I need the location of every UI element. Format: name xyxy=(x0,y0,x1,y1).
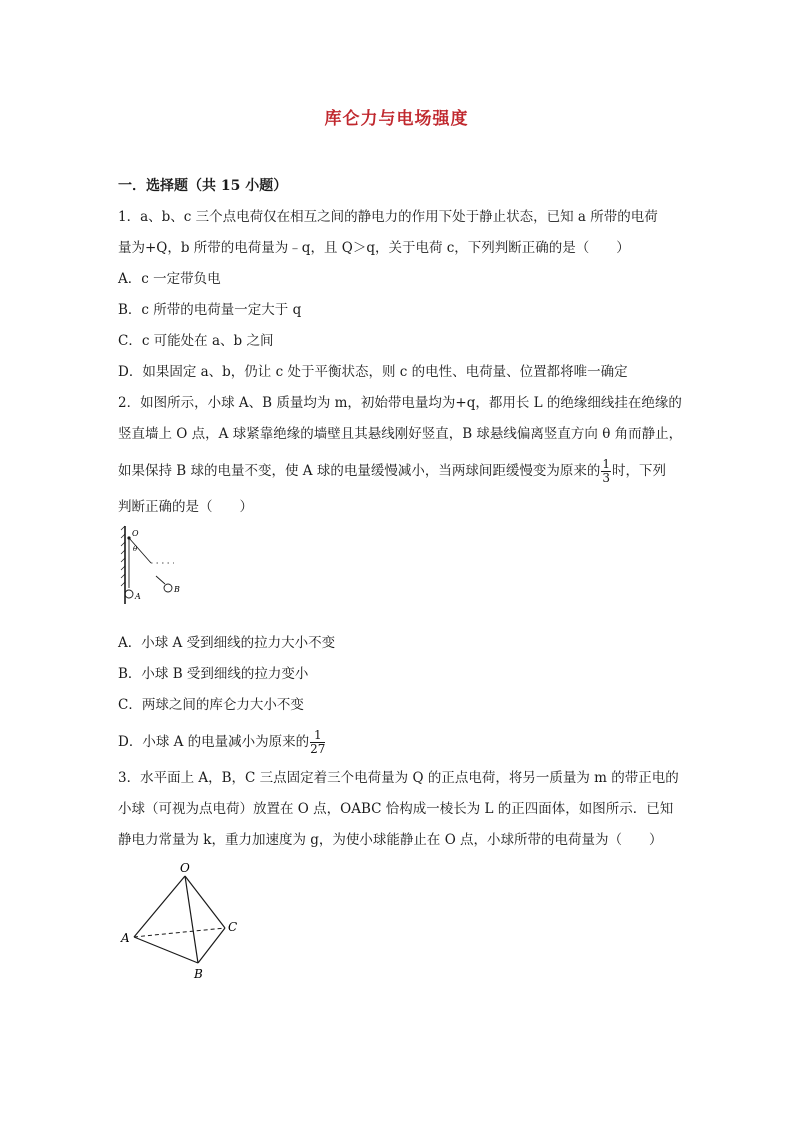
q3-stem-line3: 静电力常量为 k，重力加速度为 g，为使小球能静止在 O 点，小球所带的电荷量为（ ） xyxy=(118,832,663,848)
ball-a xyxy=(125,590,133,598)
q2-stem-line2: 竖直墙上 O 点，A 球紧靠绝缘的墙壁且其悬线刚好竖直，B 球悬线偏离竖直方向 θ 角而静止， xyxy=(118,426,683,442)
label-a: A xyxy=(121,931,130,945)
q2-option-d-text: D．小球 A 的电量减小为原来的 xyxy=(118,734,310,750)
q2-stem-line4: 判断正确的是（ ） xyxy=(118,499,253,515)
q2-stem-line3-end: 时，下列 xyxy=(611,463,666,479)
section-heading: 一．选择题（共 15 小题） xyxy=(118,178,288,194)
q2-figure xyxy=(118,524,198,612)
q1-option-c[interactable]: C．c 可能处在 a、b 之间 xyxy=(118,333,274,349)
label-o: O xyxy=(180,861,190,875)
label-a: A xyxy=(135,592,141,601)
page-title: 库仑力与电场强度 xyxy=(324,109,469,129)
edge-bc xyxy=(198,928,225,963)
edge-ac-hidden xyxy=(134,928,225,937)
label-b: B xyxy=(194,967,203,981)
q3-tetrahedron-figure xyxy=(118,858,248,986)
one-27th-fraction: $\frac{1}{27}$ xyxy=(310,728,326,756)
edge-ob xyxy=(185,876,198,963)
q2-option-b[interactable]: B．小球 B 受到细线的拉力变小 xyxy=(118,666,309,682)
q1-option-d[interactable]: D．如果固定 a、b，仍让 c 处于平衡状态，则 c 的电性、电荷量、位置都将唯一确定 xyxy=(118,364,628,380)
q2-stem-line3-text: 如果保持 B 球的电量不变，使 A 球的电量缓慢减小，当两球间距缓慢变为原来的 xyxy=(118,463,601,479)
string-b-lower xyxy=(156,576,165,584)
q1-option-b[interactable]: B．c 所带的电荷量一定大于 q xyxy=(118,302,302,318)
q2-option-d[interactable] xyxy=(118,729,326,756)
q3-stem-line1: 3．水平面上 A，B，C 三点固定着三个电荷量为 Q 的正点电荷，将另一质量为 m 的带正电的 xyxy=(118,770,679,786)
q1-stem-line1: 1．a、b、c 三个点电荷仅在相互之间的静电力的作用下处于静止状态，已知 a 所带的电荷 xyxy=(118,209,658,225)
label-c: C xyxy=(228,920,238,934)
label-b: B xyxy=(174,585,180,594)
q2-option-a[interactable]: A．小球 A 受到细线的拉力大小不变 xyxy=(118,635,336,651)
q2-stem-line3 xyxy=(118,458,666,485)
q1-option-a[interactable]: A．c 一定带负电 xyxy=(118,271,221,287)
q1-stem-line2: 量为+Q，b 所带的电荷量为﹣q，且 Q＞q，关于电荷 c，下列判断正确的是（ ） xyxy=(118,240,630,256)
edge-oa xyxy=(134,876,185,937)
q3-stem-line2: 小球（可视为点电荷）放置在 O 点，OABC 恰构成一棱长为 L 的正四面体，如图所示．已知 xyxy=(118,801,674,817)
ball-b xyxy=(164,584,172,592)
q2-option-c[interactable]: C．两球之间的库仑力大小不变 xyxy=(118,697,304,713)
label-o: O xyxy=(132,529,139,538)
one-third-fraction: $\frac{1}{3}$ xyxy=(602,457,610,485)
label-theta: θ xyxy=(133,545,138,553)
q2-stem-line1: 2．如图所示，小球 A、B 质量均为 m，初始带电量均为+q，都用长 L 的绝缘细线挂在绝缘的 xyxy=(118,395,682,411)
edge-ab xyxy=(134,937,198,963)
